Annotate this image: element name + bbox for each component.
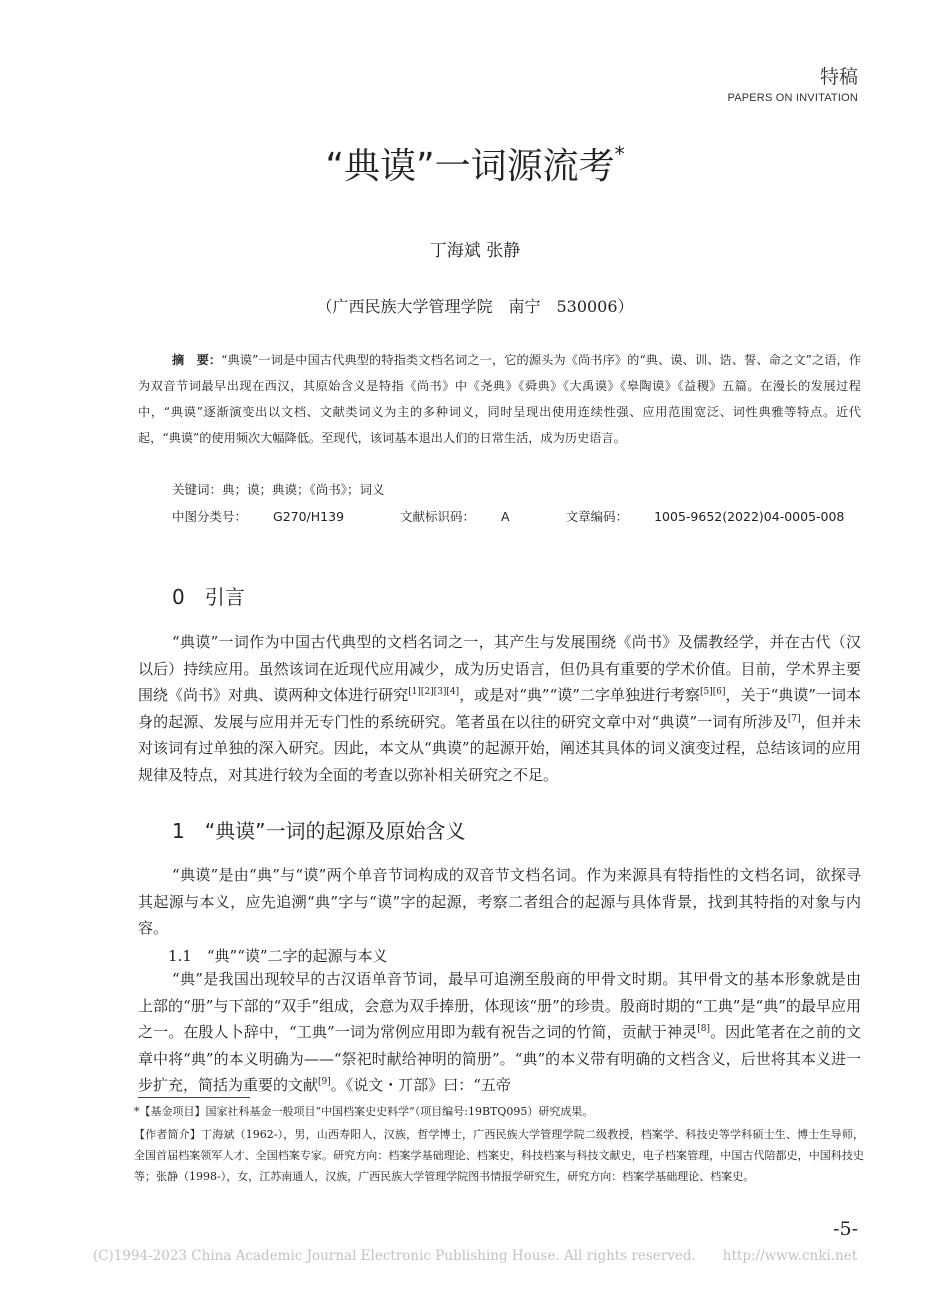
- subsection-heading-1-1: 1.1 “典”“谟”二字的起源与本义: [168, 947, 388, 965]
- sec11-text-2: 。因此笔者在之前的文章中将“典”的本义明确为——“祭祀时献给神明的简册”。“典”的本义带有明确的文档含义，后世将其本义进一步扩充，简括为重要的文献: [138, 1023, 861, 1095]
- abstract-text: “典谟”一词是中国古代典型的特指类文档名词之一，它的源头为《尚书序》的“典、谟、训、诰、誓、命之文”之语，作为双音节词最早出现在西汉，其原始含义是特指《尚书》中《尧典》《舜典》《大禹谟》《皋陶谟》《益稷》五篇。在漫长的发展过程中，“典谟”逐渐演变出以文档、文献类词义为主的多种词义，同时呈现出使用连续性强、应用范围宽泛、词性典雅等特点。近代起，“典谟”的使用频次大幅降低。至现代，该词基本退出人们的日常生活，成为历史语言。: [138, 353, 862, 445]
- intro-text-2: ，或是对“典”“谟”二字单独进行考察: [459, 686, 701, 705]
- doc-value: A: [501, 509, 510, 524]
- title-text: “典谟”一词源流考: [325, 146, 615, 187]
- section-header-en: PAPERS ON INVITATION: [727, 92, 858, 104]
- keywords: [172, 480, 385, 498]
- doc-label: 文献标识码：: [400, 509, 476, 524]
- citation-ref[interactable]: [1][2][3][4]: [408, 687, 460, 698]
- section-heading-1: 1 “典谟”一词的起源及原始含义: [172, 819, 466, 843]
- sec11-text-1: “典”是我国出现较早的古汉语单音节词，最早可追溯至殷商的甲骨文时期。其甲骨文的基本形象就是由上部的“册”与下部的“双手”组成，会意为双手捧册，体现该“册”的珍贵。殷商时期的“工典”是“典”的最早应用之一。在殷人卜辞中，“工典”一词为常例应用即为载有祝告之词的竹简，贡献于神灵: [138, 970, 861, 1042]
- title-footnote-mark: *: [614, 142, 625, 166]
- abstract: [138, 347, 861, 451]
- sec11-text-3: 。《说文・丌部》曰：“五帝: [330, 1076, 511, 1095]
- document-code: [400, 509, 536, 524]
- citation-ref[interactable]: [8]: [697, 1024, 710, 1035]
- intro-text-3: ，关于“典谟”一词本身的起源、发展与应用并无专门性的系统研究。笔者虽在以往的研究文章中对“典谟”一词有所涉及: [138, 686, 861, 731]
- article-label: 文章编码：: [565, 509, 629, 524]
- citation-ref[interactable]: [7]: [787, 713, 801, 724]
- abstract-label: 摘 要：: [172, 353, 222, 367]
- article-code: [566, 509, 871, 524]
- intro-text-1: “典谟”一词作为中国古代典型的文档名词之一，其产生与发展围绕《尚书》及儒教经学，并在古代（汉以后）持续应用。虽然该词在近现代应用减少，成为历史语言，但仍具有重要的学术价值。目前，学术界主要围绕《尚书》对典、谟两种文体进行研究: [138, 633, 861, 705]
- authors: 丁海斌 张静: [429, 241, 521, 261]
- article-value: 1005-9652(2022)04-0005-008: [654, 509, 845, 524]
- footnote-divider: [138, 1097, 250, 1098]
- section-1-paragraph: “典谟”是由“典”与“谟”两个单音节词构成的双音节文档名词。作为来源具有特指性的文档名词，欲探寻其起源与本义，应先追溯“典”字与“谟”字的起源，考察二者组合的起源与具体背景，找到其特指的对象与内容。: [138, 866, 861, 938]
- page-number: -5-: [833, 1218, 858, 1240]
- copyright-watermark: (C)1994-2023 China Academic Journal Electronic Publishing House. All rights reserved. http://www.cnki.net: [92, 1248, 858, 1264]
- intro-paragraph: [138, 629, 861, 789]
- classification-line: [172, 507, 896, 525]
- citation-ref[interactable]: [5][6]: [700, 687, 726, 698]
- section-header-cn: 特稿: [819, 66, 858, 88]
- citation-ref[interactable]: [9]: [318, 1077, 331, 1088]
- affiliation: （广西民族大学管理学院 南宁 530006）: [316, 297, 634, 316]
- section-heading-intro: 0 引言: [172, 585, 245, 609]
- keywords-text: 典；谟；典谟；《尚书》；词义: [222, 482, 385, 497]
- keywords-label: 关键词：: [172, 482, 223, 497]
- intro-text-4: ，但并未对该词有过单独的深入研究。因此，本文从“典谟”的起源开始，阐述其具体的词义演变过程，总结该词的应用规律及特点，对其进行较为全面的考查以弥补相关研究之不足。: [138, 712, 861, 784]
- article-title: [0, 138, 950, 189]
- footnote-authors: 【作者简介】丁海斌（1962-），男，山西寿阳人，汉族，哲学博士，广西民族大学管理学院二级教授，档案学、科技史等学科硕士生、博士生导师，全国首届档案领军人才、全国档案专家。研究方向：档案学基础理论、档案史，科技档案与科技文献史，电子档案管理，中国古代陪都史，中国科技史等；张静（1998-），女，江苏南通人，汉族，广西民族大学管理学院图书情报学研究生，研究方向：档案学基础理论、档案史。: [134, 1128, 864, 1183]
- clc-value: G270/H139: [273, 509, 345, 524]
- subsection-1-1-paragraph: [138, 966, 861, 1099]
- clc-label: 中图分类号：: [172, 509, 248, 524]
- footnote-fund: *【基金项目】国家社科基金一般项目“中国档案史史料学”（项目编号:19BTQ095）研究成果。: [134, 1105, 594, 1118]
- clc-number: [172, 509, 370, 524]
